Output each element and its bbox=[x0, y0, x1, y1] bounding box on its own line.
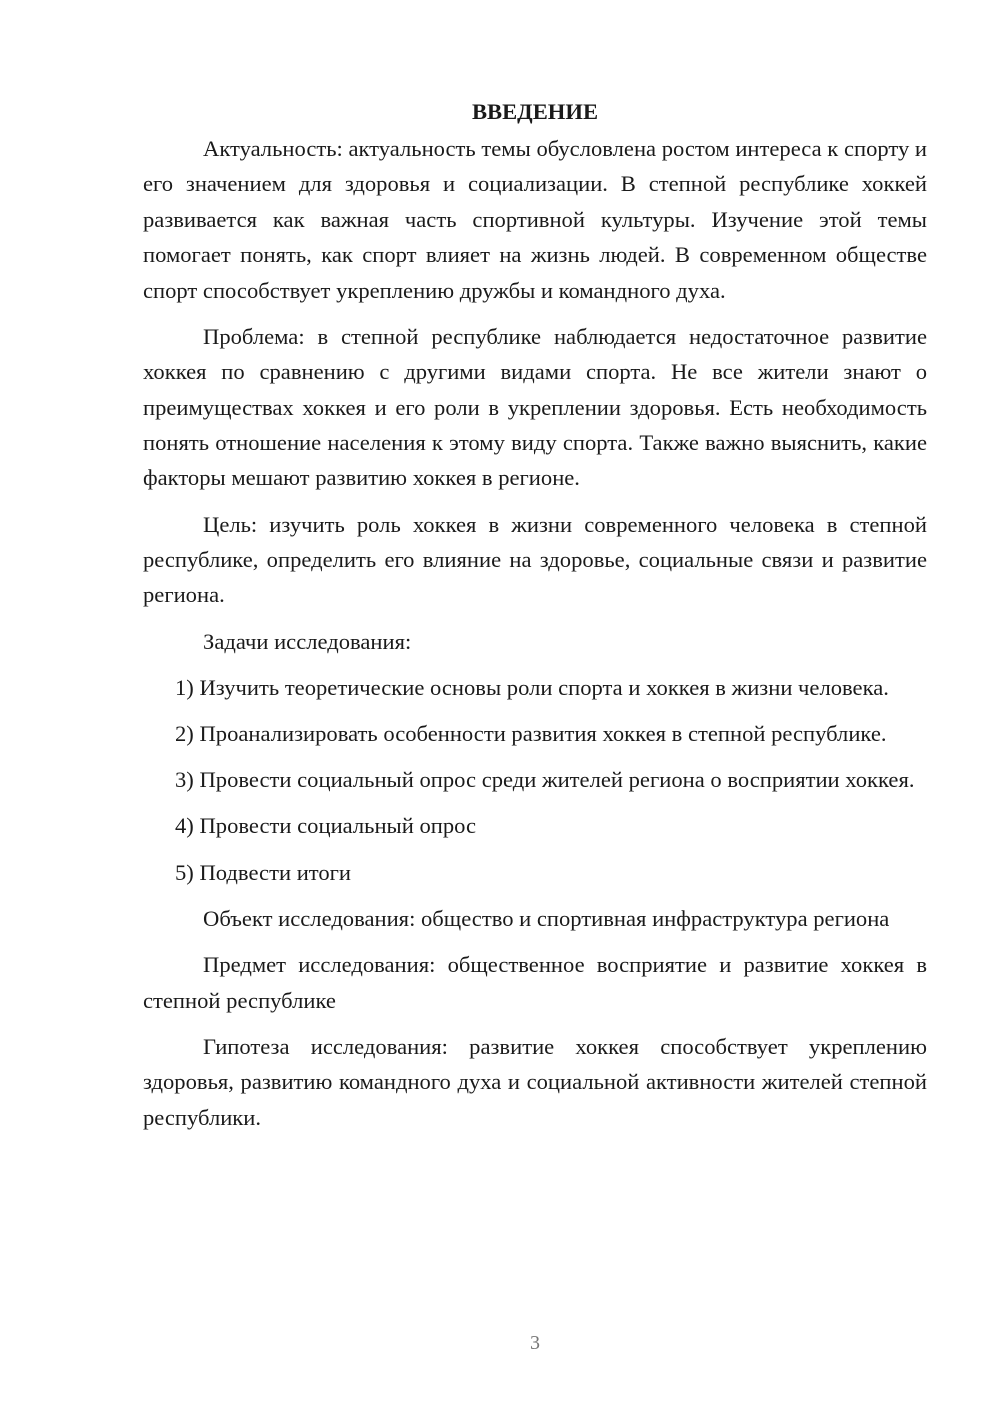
section-title: ВВЕДЕНИЕ bbox=[471, 99, 599, 124]
task-item: 3) Провести социальный опрос среди жителей региона о восприятии хоккея. bbox=[175, 767, 915, 793]
task-item: 4) Провести социальный опрос bbox=[175, 813, 477, 839]
tasks-heading: Задачи исследования: bbox=[203, 628, 412, 654]
hypothesis-paragraph: Гипотеза исследования: развитие хоккея способствует укреплению здоровья, развитию командного духа и социальной активности жителей степной республики. bbox=[143, 1033, 927, 1130]
subject-paragraph: Предмет исследования: общественное восприятие и развитие хоккея в степной республике bbox=[143, 952, 927, 1013]
page-content bbox=[143, 94, 927, 1146]
object-paragraph: Объект исследования: общество и спортивная инфраструктура региона bbox=[203, 905, 890, 931]
problem-paragraph: Проблема: в степной республике наблюдается недостаточное развитие хоккея по сравнению с другими видами спорта. Не все жители знают о преимуществах хоккея и его роли в укреплении здоровья. Есть необходимость понять отношение населения к этому виду спорта. Также важно выяснить, какие факторы мешают развитию хоккея в регионе. bbox=[143, 323, 927, 491]
task-item: 2) Проанализировать особенности развития хоккея в степной республике. bbox=[175, 721, 887, 747]
task-item: 5) Подвести итоги bbox=[175, 859, 352, 885]
page-number: 3 bbox=[530, 1332, 540, 1354]
goal-paragraph: Цель: изучить роль хоккея в жизни современного человека в степной республике, определить его влияние на здоровье, социальные связи и развитие региона. bbox=[143, 511, 927, 608]
task-item: 1) Изучить теоретические основы роли спорта и хоккея в жизни человека. bbox=[175, 674, 889, 700]
relevance-paragraph: Актуальность: актуальность темы обусловлена ростом интереса к спорту и его значением для здоровья и социализации. В степной республике хоккей развивается как важная часть спортивной культуры. Изучение этой темы помогает понять, как спорт влияет на жизнь людей. В современном обществе спорт способствует укреплению дружбы и командного духа. bbox=[143, 136, 927, 303]
